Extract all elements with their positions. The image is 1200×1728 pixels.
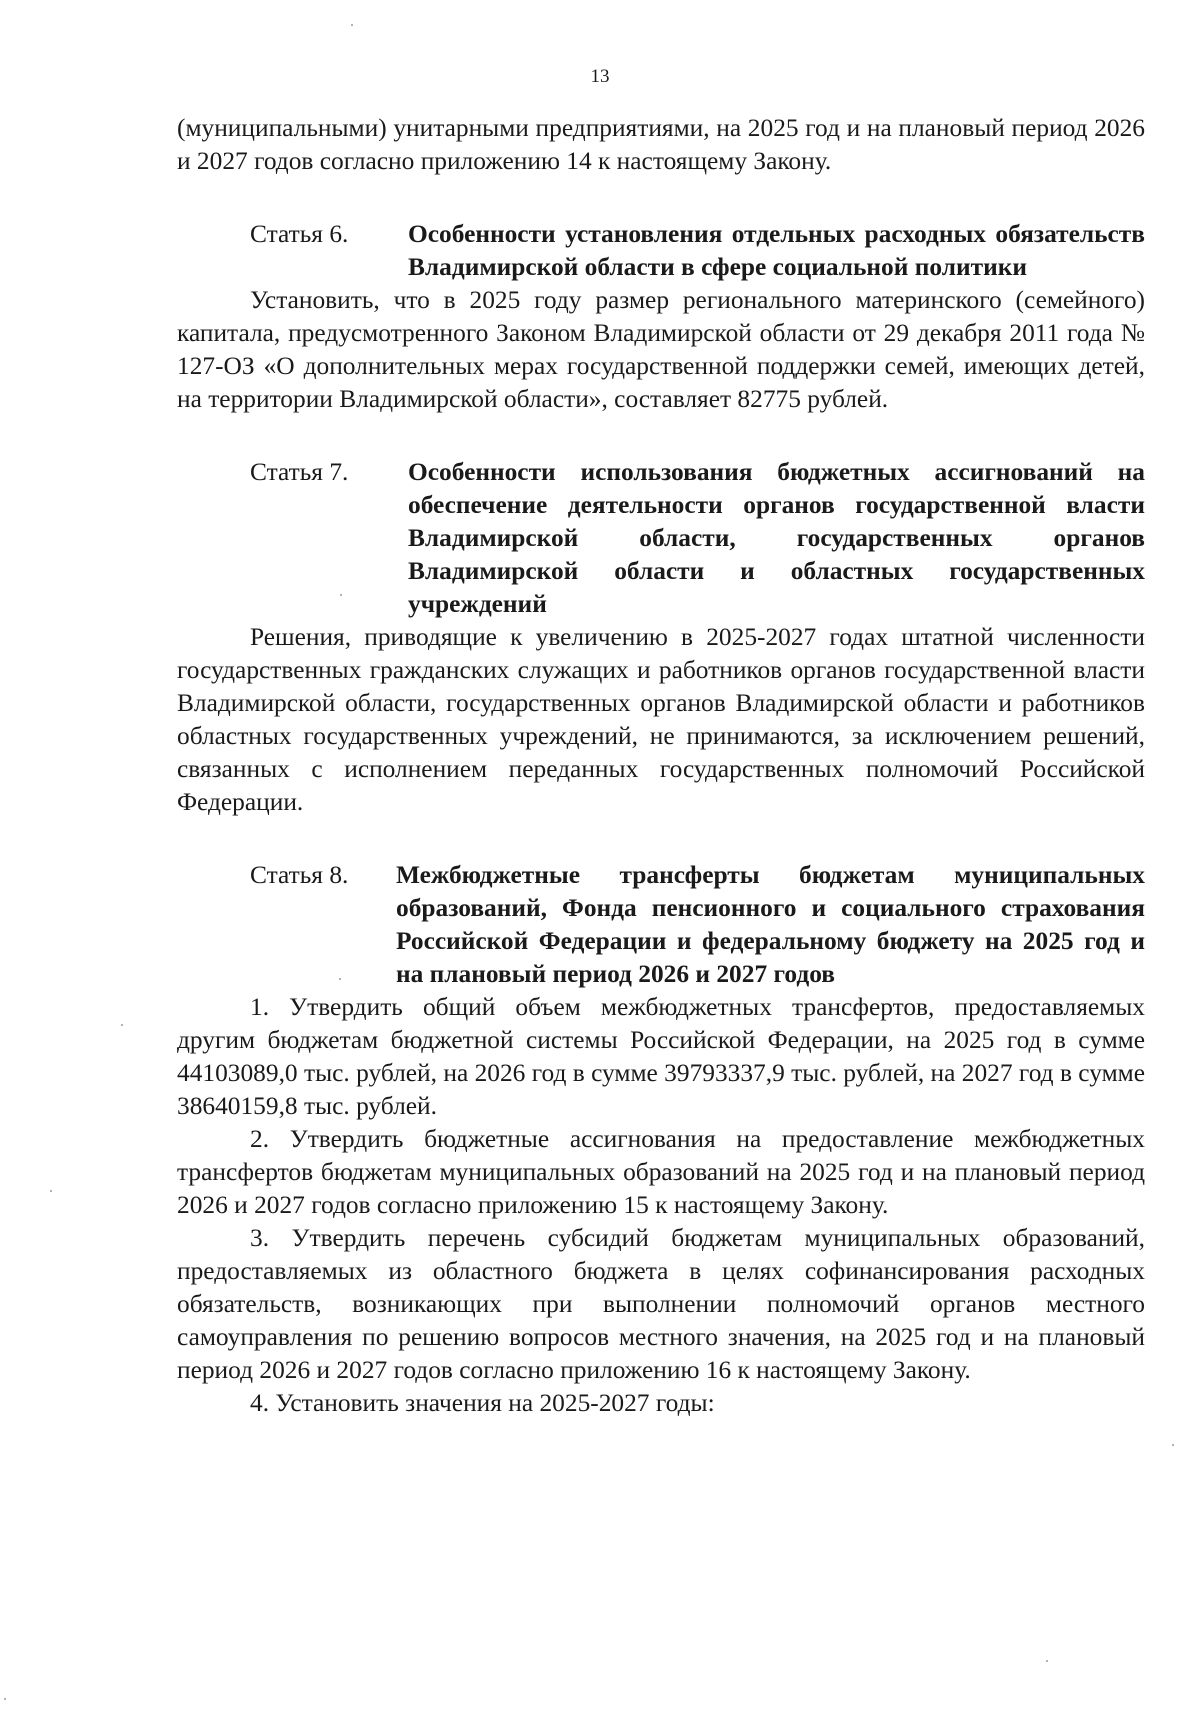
item-text: Установить значения на 2025-2027 годы: <box>275 1389 715 1417</box>
article-7-body: Решения, приводящие к увеличению в 2025-2027 годах штатной численности государственных гражданских служащих и работников органов государственной власти Владимирской области, государственных органов Владимирской области и работников областных государственных учреждений, не принимаются, за исключением решений, связанных с исполнением переданных государственных полномочий Российской Федерации. <box>177 623 1145 816</box>
document-body <box>177 112 1145 1420</box>
article-7-label: Статья 7. <box>250 458 349 486</box>
scan-speck <box>339 978 341 980</box>
scan-speck <box>121 1024 123 1026</box>
article-7-title: Особенности использования бюджетных ассигнований на обеспечение деятельности органов государственной власти Владимирской области, государственных органов Владимирской области и областных государственных учреждений <box>408 458 1145 618</box>
article-8-title: Межбюджетные трансферты бюджетам муниципальных образований, Фонда пенсионного и социального страхования Российской Федерации и федеральному бюджету на 2025 год и на плановый период 2026 и 2027 годов <box>396 861 1145 988</box>
article-8-label: Статья 8. <box>250 861 349 889</box>
item-text: Утвердить перечень субсидий бюджетам муниципальных образований, предоставляемых из областного бюджета в целях софинансирования расходных обязательств, возникающих при выполнении полномочий органов местного самоуправления по решению вопросов местного значения, на 2025 год и на плановый период 2026 и 2027 годов согласно приложению 16 к настоящему Закону. <box>177 1224 1145 1384</box>
scan-speck <box>50 1190 52 1192</box>
article-8-item-3 <box>177 1222 1145 1387</box>
scan-speck <box>1172 1444 1174 1446</box>
scan-speck <box>351 24 353 26</box>
scan-speck <box>4 1698 6 1700</box>
page-number: 13 <box>590 66 610 87</box>
article-6-heading <box>177 218 1145 284</box>
article-7-heading <box>177 456 1145 621</box>
scan-speck <box>1046 1660 1048 1662</box>
scan-speck <box>340 594 342 596</box>
item-number: 1. <box>250 993 270 1021</box>
item-number: 2. <box>250 1125 270 1153</box>
article-8-item-1 <box>177 991 1145 1123</box>
item-text: Утвердить бюджетные ассигнования на предоставление межбюджетных трансфертов бюджетам муниципальных образований на 2025 год и на плановый период 2026 и 2027 годов согласно приложению 15 к настоящему Закону. <box>177 1125 1145 1219</box>
article-6-title: Особенности установления отдельных расходных обязательств Владимирской области в сфере социальной политики <box>408 220 1145 281</box>
item-text: Утвердить общий объем межбюджетных трансфертов, предоставляемых другим бюджетам бюджетной системы Российской Федерации, на 2025 год в сумме 44103089,0 тыс. рублей, на 2026 год в сумме 39793337,9 тыс. рублей, на 2027 год в сумме 38640159,8 тыс. рублей. <box>177 993 1145 1120</box>
article-6-label: Статья 6. <box>250 220 349 248</box>
article-8-heading <box>177 859 1145 991</box>
article-8-item-4 <box>177 1387 1145 1420</box>
item-number: 4. <box>250 1389 270 1417</box>
article-6-body: Установить, что в 2025 году размер регионального материнского (семейного) капитала, предусмотренного Законом Владимирской области от 29 декабря 2011 года № 127-ОЗ «О дополнительных мерах государственной поддержки семей, имеющих детей, на территории Владимирской области», составляет 82775 рублей. <box>177 286 1145 413</box>
item-number: 3. <box>250 1224 270 1252</box>
intro-paragraph: (муниципальными) унитарными предприятиями, на 2025 год и на плановый период 2026 и 2027 годов согласно приложению 14 к настоящему Закону. <box>177 114 1145 175</box>
article-8-item-2 <box>177 1123 1145 1222</box>
